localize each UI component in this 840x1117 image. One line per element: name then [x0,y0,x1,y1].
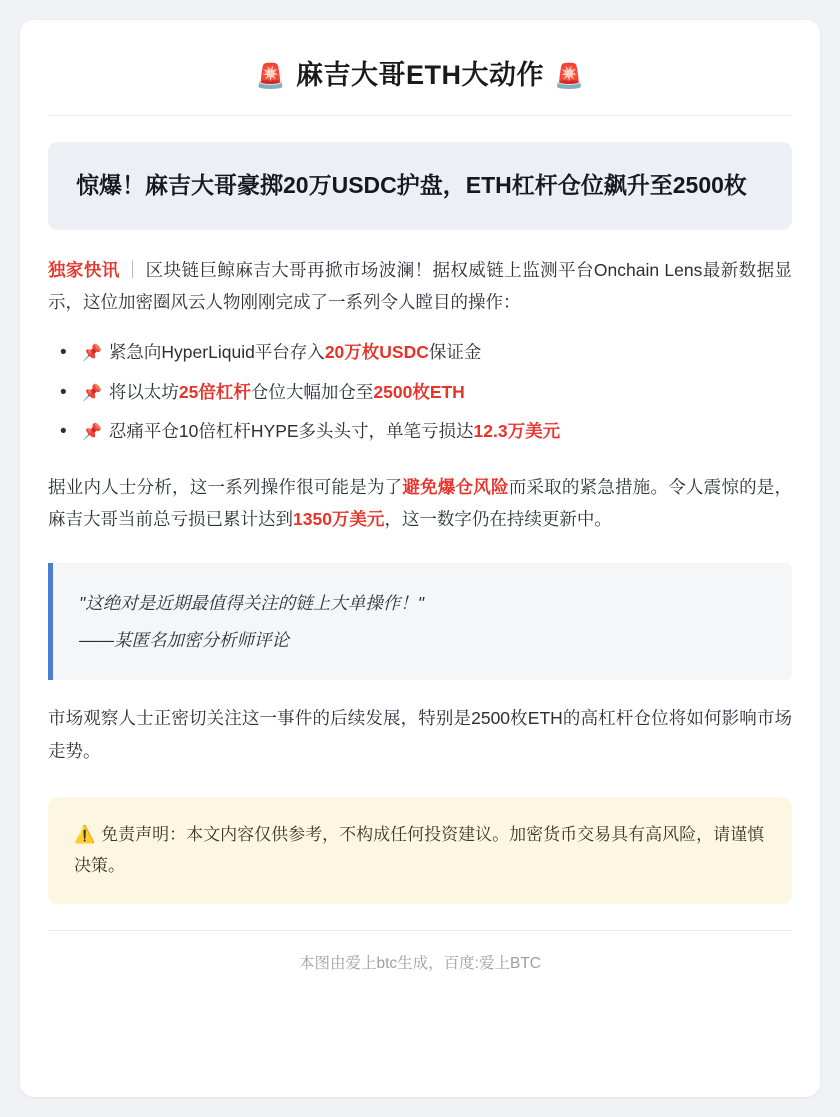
point-highlight: 25倍杠杆 [178,381,251,402]
quote-attribution: ——某匿名加密分析师评论 [79,629,289,650]
lead-separator: ｜ [123,259,142,280]
headline-text: 惊爆！麻吉大哥豪掷20万USDC护盘，ETH杠杆仓位飙升至2500枚 [76,172,747,199]
footer-text: 本图由爱上btc生成，百度:爱上BTC [299,954,541,972]
point-highlight: 12.3万美元 [473,421,561,442]
analysis-highlight-2: 1350万美元 [293,509,385,530]
quote-block [48,563,792,680]
point-text-pre: 忍痛平仓10倍杠杆HYPE多头头寸，单笔亏损达 [108,421,474,442]
page-title [48,46,792,116]
point-text-pre: 紧急向HyperLiquid平台存入 [108,342,325,363]
list-item [82,336,792,369]
analysis-paragraph [48,471,792,536]
warning-icon: ⚠️ [74,824,96,844]
article-card [20,20,820,1097]
point-highlight: 20万枚USDC [324,342,429,363]
list-item [82,415,792,448]
pin-icon: 📌 [82,384,102,402]
list-item [82,376,792,409]
pin-icon: 📌 [82,345,102,363]
analysis-highlight-1: 避免爆仓风险 [402,476,509,497]
footer [48,930,792,973]
lead-paragraph [48,254,792,319]
disclaimer-box [48,797,792,904]
pin-icon: 📌 [82,424,102,442]
point-text-post: 保证金 [428,342,482,363]
analysis-part-3: ，这一数字仍在持续更新中。 [384,509,612,530]
analysis-part-1: 据业内人士分析，这一系列操作很可能是为了 [48,476,403,497]
disclaimer-text: 免责声明：本文内容仅供参考，不构成任何投资建议。加密货币交易具有高风险，请谨慎决策。 [74,824,765,876]
point-text-mid: 仓位大幅加仓至 [250,381,374,402]
analysis-part-2: 而采取的紧急措施。令人震惊的是，麻吉大哥当前总亏损已累计达到 [48,476,793,530]
headline-box [48,142,792,230]
exclusive-tag: 独家快讯 [48,259,120,280]
siren-icon-left: 🚨 [255,63,286,91]
siren-icon-right: 🚨 [554,63,585,91]
point-text-pre: 将以太坊 [108,381,179,402]
key-points-list [48,336,792,448]
quote-text: "这绝对是近期最值得关注的链上大单操作！" [79,593,424,614]
page-title-text: 麻吉大哥ETH大动作 [296,60,544,90]
lead-text: 区块链巨鲸麻吉大哥再掀市场波澜！据权威链上监测平台Onchain Lens最新数据显示，这位加密圈风云人物刚刚完成了一系列令人瞠目的操作： [48,259,793,313]
disclaimer-paragraph [74,819,766,882]
point-highlight-2: 2500枚ETH [373,381,465,402]
closing-paragraph: 市场观察人士正密切关注这一事件的后续发展，特别是2500枚ETH的高杠杆仓位将如何影响市场走势。 [48,708,792,761]
